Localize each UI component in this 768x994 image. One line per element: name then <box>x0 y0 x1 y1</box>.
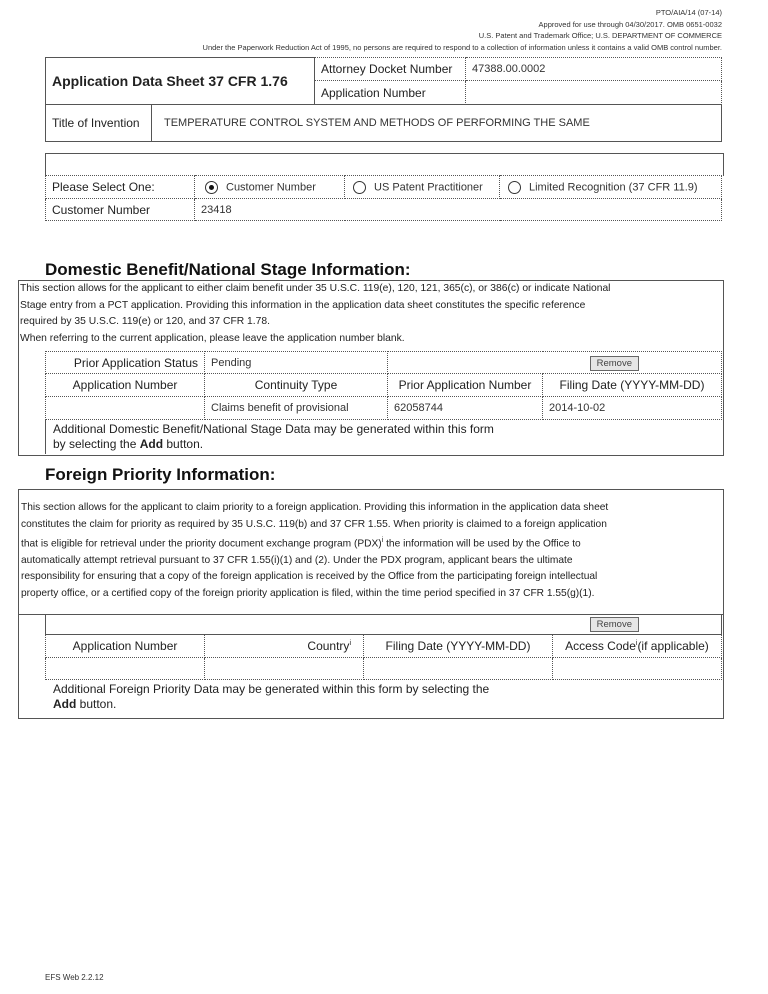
title-of-invention-value[interactable]: TEMPERATURE CONTROL SYSTEM AND METHODS OF PERFORMING THE SAME <box>152 105 722 142</box>
option-customer-number[interactable] <box>195 176 345 199</box>
row-prior-application-number[interactable]: 62058744 <box>388 397 543 420</box>
domestic-benefit-table <box>45 351 722 420</box>
domestic-remove-cell <box>388 352 722 374</box>
domestic-add-bold: Add <box>139 437 164 451</box>
prior-status-value[interactable]: Pending <box>205 352 388 374</box>
foreign-add-note <box>53 682 489 712</box>
option-limited-recognition[interactable] <box>500 176 722 199</box>
foreign-instruction-line: automatically attempt retrieval pursuant to 37 CFR 1.55(i)(1) and (2). Under the PDX program, applicant bears the ultimate <box>21 554 573 566</box>
row-continuity-type[interactable]: Claims benefit of provisional <box>205 397 388 420</box>
col-foreign-application-number: Application Number <box>46 634 205 657</box>
customer-selection-table <box>45 175 722 221</box>
foreign-add-line <box>53 697 489 712</box>
title-of-invention-label: Title of Invention <box>46 105 152 142</box>
row-application-number[interactable] <box>46 397 205 420</box>
row-foreign-application-number[interactable] <box>46 657 205 679</box>
paperwork-note: Under the Paperwork Reduction Act of 1995, no persons are required to respond to a collection of information unless it contains a valid OMB control number. <box>202 43 722 52</box>
footnote-marker: i <box>635 639 638 647</box>
domestic-instruction-line: When referring to the current application, please leave the application number blank. <box>20 332 405 344</box>
foreign-priority-title: Foreign Priority Information: <box>45 465 276 484</box>
ads-title: Application Data Sheet 37 CFR 1.76 <box>46 58 315 105</box>
table-row <box>46 657 722 679</box>
domestic-remove-button[interactable]: Remove <box>590 356 639 371</box>
foreign-instruction-line <box>21 533 721 553</box>
radio-limited-recognition[interactable] <box>508 181 521 194</box>
application-number-value[interactable] <box>466 81 722 105</box>
foreign-remove-cell <box>46 614 722 634</box>
customer-number-value[interactable]: 23418 <box>195 199 722 221</box>
foreign-instruction-text: that is eligible for retrieval under the priority document exchange program (PDX) <box>21 538 382 550</box>
domestic-instruction-line: required by 35 U.S.C. 119(e) or 120, and 37 CFR 1.78. <box>20 316 270 327</box>
col-foreign-filing-date: Filing Date (YYYY-MM-DD) <box>364 634 553 657</box>
col-filing-date: Filing Date (YYYY-MM-DD) <box>543 374 722 397</box>
domestic-instruction-line: This section allows for the applicant to either claim benefit under 35 U.S.C. 119(e), 120, 121, 365(c), or 386(c) or indicate National <box>20 283 611 294</box>
col-application-number: Application Number <box>46 374 205 397</box>
foreign-priority-table <box>45 614 722 680</box>
foreign-instruction-line: This section allows for the applicant to claim priority to a foreign application. Providing this information in the application data sheet <box>21 502 609 513</box>
row-access-code[interactable] <box>553 657 722 679</box>
radio-customer-number[interactable] <box>205 181 218 194</box>
domestic-add-text: by selecting the <box>53 437 140 451</box>
table-row <box>46 397 722 420</box>
select-one-label: Please Select One: <box>46 176 195 199</box>
option-us-patent-practitioner-label: US Patent Practitioner <box>374 180 483 193</box>
docket-value[interactable]: 47388.00.0002 <box>466 58 722 81</box>
application-number-label: Application Number <box>315 81 466 105</box>
selection-spacer <box>45 153 724 176</box>
domestic-add-note <box>53 422 494 452</box>
foreign-remove-button[interactable]: Remove <box>590 617 639 632</box>
domestic-add-text: button. <box>163 437 204 451</box>
docket-label: Attorney Docket Number <box>315 58 466 81</box>
approval-note: Approved for use through 04/30/2017. OMB 0651-0032 <box>538 20 722 29</box>
ads-header-table <box>45 57 722 105</box>
col-access-code <box>553 634 722 657</box>
foreign-instruction-line: property office, or a certified copy of the foreign priority application is filed, within the time period specified in 37 CFR 1.55(g)(1). <box>21 587 595 599</box>
radio-us-patent-practitioner[interactable] <box>353 181 366 194</box>
footnote-marker: i <box>349 639 351 647</box>
footnote-marker: i <box>381 537 384 544</box>
domestic-add-line <box>53 437 494 452</box>
row-filing-date[interactable]: 2014-10-02 <box>543 397 722 420</box>
col-access-code-label: Access Code <box>565 638 636 653</box>
form-id: PTO/AIA/14 (07-14) <box>655 8 722 17</box>
domestic-add-line: Additional Domestic Benefit/National Stage Data may be generated within this form <box>53 422 494 436</box>
col-prior-application-number: Prior Application Number <box>388 374 543 397</box>
col-access-code-suffix: (if applicable) <box>637 638 709 653</box>
option-limited-recognition-label: Limited Recognition (37 CFR 11.9) <box>529 180 698 193</box>
foreign-add-text: button. <box>76 697 117 711</box>
foreign-instruction-text: the information will be used by the Office to <box>383 538 581 550</box>
title-of-invention-table <box>45 104 722 142</box>
prior-status-label: Prior Application Status <box>46 352 205 374</box>
row-country[interactable] <box>205 657 364 679</box>
domestic-benefit-instructions <box>20 281 720 347</box>
foreign-priority-instructions <box>21 500 721 602</box>
col-country-label: Country <box>307 638 350 653</box>
office-name: U.S. Patent and Trademark Office; U.S. DEPARTMENT OF COMMERCE <box>478 31 722 40</box>
col-country <box>205 634 364 657</box>
foreign-add-bold: Add <box>53 697 77 711</box>
foreign-instruction-line: responsibility for ensuring that a copy of the foreign application is received by the Office from the participating foreign intellectual <box>21 571 598 583</box>
domestic-instruction-line: Stage entry from a PCT application. Providing this information in the application data sheet constitutes the specific reference <box>20 299 586 311</box>
option-us-patent-practitioner[interactable] <box>345 176 500 199</box>
customer-number-label: Customer Number <box>46 199 195 221</box>
efs-version: EFS Web 2.2.12 <box>45 973 104 982</box>
foreign-instruction-line: constitutes the claim for priority as required by 35 U.S.C. 119(b) and 37 CFR 1.55. When priority is claimed to a foreign application <box>21 518 607 530</box>
domestic-benefit-title: Domestic Benefit/National Stage Information: <box>45 260 411 279</box>
option-customer-number-label: Customer Number <box>226 180 316 193</box>
foreign-add-line: Additional Foreign Priority Data may be generated within this form by selecting the <box>53 682 490 696</box>
col-continuity-type: Continuity Type <box>205 374 388 397</box>
row-foreign-filing-date[interactable] <box>364 657 553 679</box>
